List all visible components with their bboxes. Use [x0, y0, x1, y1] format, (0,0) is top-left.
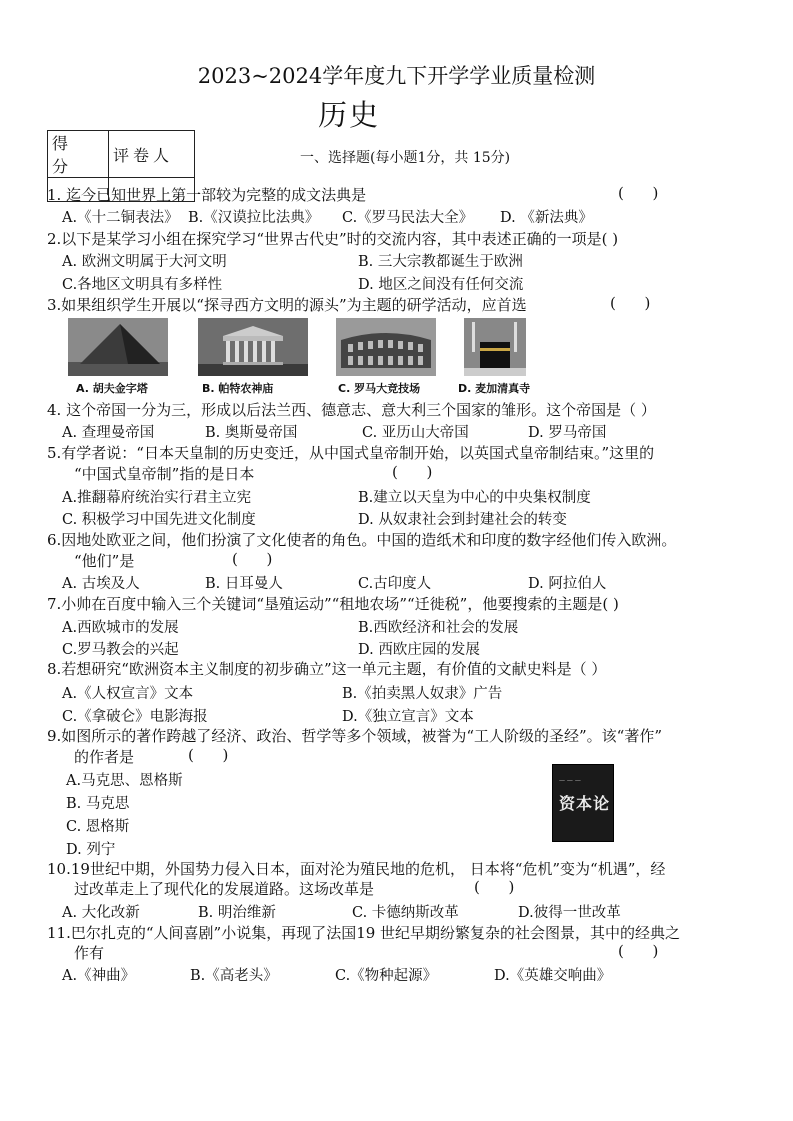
question-9: 9.如图所示的著作跨越了经济、政治、哲学等多个领域，被誉为“工人阶级的圣经”。该“著作”	[47, 727, 662, 745]
caption-c: C. 罗马大竞技场	[338, 382, 421, 395]
question-5: 5.有学者说：“日本天皇制的历史变迁，从中国式皇帝制开始，以英国式皇帝制结束。”这里的	[47, 444, 655, 462]
score-label: 得 分	[48, 131, 109, 178]
pyramid-photo	[68, 318, 168, 376]
q9-option-d: D. 列宁	[66, 842, 116, 858]
q8-option-c: C.《拿破仑》电影海报	[62, 709, 208, 725]
q1-option-c: C.《罗马民法大全》	[342, 210, 474, 226]
section-heading: 一、选择题(每小题1分，共 15分)	[300, 150, 511, 166]
question-5-line2: “中国式皇帝制”指的是日本	[74, 465, 255, 483]
q2-option-b: B. 三大宗教都诞生于欧洲	[358, 254, 523, 270]
q2-option-a: A. 欧洲文明属于大河文明	[62, 254, 227, 270]
answer-paren-9[interactable]: ( )	[188, 746, 229, 764]
q8-option-d: D.《独立宣言》文本	[342, 709, 474, 725]
q9-option-a: A.马克思、恩格斯	[66, 773, 183, 789]
q11-option-d: D.《英雄交响曲》	[494, 968, 612, 984]
q1-option-d: D. 《新法典》	[500, 210, 593, 226]
q4-option-c: C. 亚历山大帝国	[362, 425, 469, 441]
caption-b: B. 帕特农神庙	[202, 382, 274, 395]
answer-paren-11[interactable]: ( )	[618, 942, 659, 960]
answer-paren-3[interactable]: ( )	[610, 294, 651, 312]
answer-paren-10[interactable]: ( )	[474, 878, 515, 896]
question-1: 1. 迄今已知世界上第一部较为完整的成文法典是	[47, 186, 367, 204]
q6-option-a: A. 古埃及人	[62, 576, 140, 592]
grader-label: 评卷人	[109, 131, 195, 178]
mecca-mosque-photo	[464, 318, 526, 376]
q2-option-c: C.各地区文明具有多样性	[62, 277, 223, 293]
q2-option-d: D. 地区之间没有任何交流	[358, 277, 524, 293]
question-7: 7.小帅在百度中输入三个关键词“垦殖运动”“租地农场”“迁徙税”，他要搜索的主题是( )	[47, 595, 619, 613]
q7-option-b: B.西欧经济和社会的发展	[358, 620, 519, 636]
q1-option-b: B.《汉谟拉比法典》	[188, 210, 320, 226]
q9-option-b: B. 马克思	[66, 796, 130, 812]
q5-option-b: B.建立以天皇为中心的中央集权制度	[358, 490, 591, 506]
q7-option-d: D. 西欧庄园的发展	[358, 642, 480, 658]
q11-option-c: C.《物种起源》	[335, 968, 438, 984]
q1-option-a: A.《十二铜表法》	[62, 210, 179, 226]
colosseum-photo	[336, 318, 436, 376]
q5-option-d: D. 从奴隶社会到封建社会的转变	[358, 512, 567, 528]
caption-a: A. 胡夫金字塔	[76, 382, 148, 395]
question-3: 3.如果组织学生开展以“探寻西方文明的源头”为主题的研学活动，应首选	[47, 296, 527, 314]
q8-option-a: A.《人权宣言》文本	[62, 686, 194, 702]
question-10-line2: 过改革走上了现代化的发展道路。这场改革是	[74, 880, 375, 898]
q11-option-b: B.《高老头》	[190, 968, 278, 984]
answer-paren-1[interactable]: ( )	[618, 184, 659, 202]
q4-option-b: B. 奥斯曼帝国	[205, 425, 298, 441]
q9-option-c: C. 恩格斯	[66, 819, 130, 835]
q4-option-d: D. 罗马帝国	[528, 425, 607, 441]
answer-paren-5[interactable]: ( )	[392, 463, 433, 481]
q10-option-a: A. 大化改新	[62, 905, 140, 921]
q6-option-b: B. 日耳曼人	[205, 576, 283, 592]
q7-option-a: A.西欧城市的发展	[62, 620, 179, 636]
question-8: 8.若想研究“欧洲资本主义制度的初步确立”这一单元主题，有价值的文献史料是（ ）	[47, 660, 607, 678]
q5-option-a: A.推翻幕府统治实行君主立宪	[62, 490, 252, 506]
question-2: 2.以下是某学习小组在探究学习“世界古代史”时的交流内容，其中表述正确的一项是( )	[47, 230, 619, 248]
question-10: 10.19世纪中期，外国势力侵入日本，面对沦为殖民地的危机， 日本将“危机”变为“机遇”，经	[47, 860, 666, 878]
q4-option-a: A. 查理曼帝国	[62, 425, 155, 441]
parthenon-photo	[198, 318, 308, 376]
question-6-line2: “他们”是	[74, 552, 135, 570]
book-cover-image	[552, 764, 614, 842]
q10-option-b: B. 明治维新	[198, 905, 276, 921]
book-cover-decoration: — — —	[559, 777, 581, 784]
q7-option-c: C.罗马教会的兴起	[62, 642, 179, 658]
q6-option-d: D. 阿拉伯人	[528, 576, 607, 592]
q11-option-a: A.《神曲》	[62, 968, 136, 984]
q6-option-c: C.古印度人	[358, 576, 432, 592]
caption-d: D. 麦加清真寺	[458, 382, 531, 395]
q10-option-c: C. 卡德纳斯改革	[352, 905, 459, 921]
answer-paren-6[interactable]: ( )	[232, 550, 273, 568]
question-4: 4. 这个帝国一分为三，形成以后法兰西、德意志、意大利三个国家的雏形。这个帝国是（ ）	[47, 401, 656, 419]
q8-option-b: B.《拍卖黑人奴隶》广告	[342, 686, 503, 702]
book-title: 资本论	[559, 794, 611, 813]
question-11-line2: 作有	[74, 944, 105, 962]
q5-option-c: C. 积极学习中国先进文化制度	[62, 512, 256, 528]
exam-title: 2023~2024学年度九下开学学业质量检测	[197, 64, 596, 88]
question-9-line2: 的作者是	[74, 748, 135, 766]
question-6: 6.因地处欧亚之间，他们扮演了文化使者的角色。中国的造纸术和印度的数字经他们传入欧洲。	[47, 531, 677, 549]
question-11: 11.巴尔扎克的“人间喜剧”小说集，再现了法国19 世纪早期纷繁复杂的社会图景，其中的经典之	[47, 924, 681, 942]
subject-title: 历史	[318, 98, 381, 132]
q10-option-d: D.彼得一世改革	[518, 905, 621, 921]
